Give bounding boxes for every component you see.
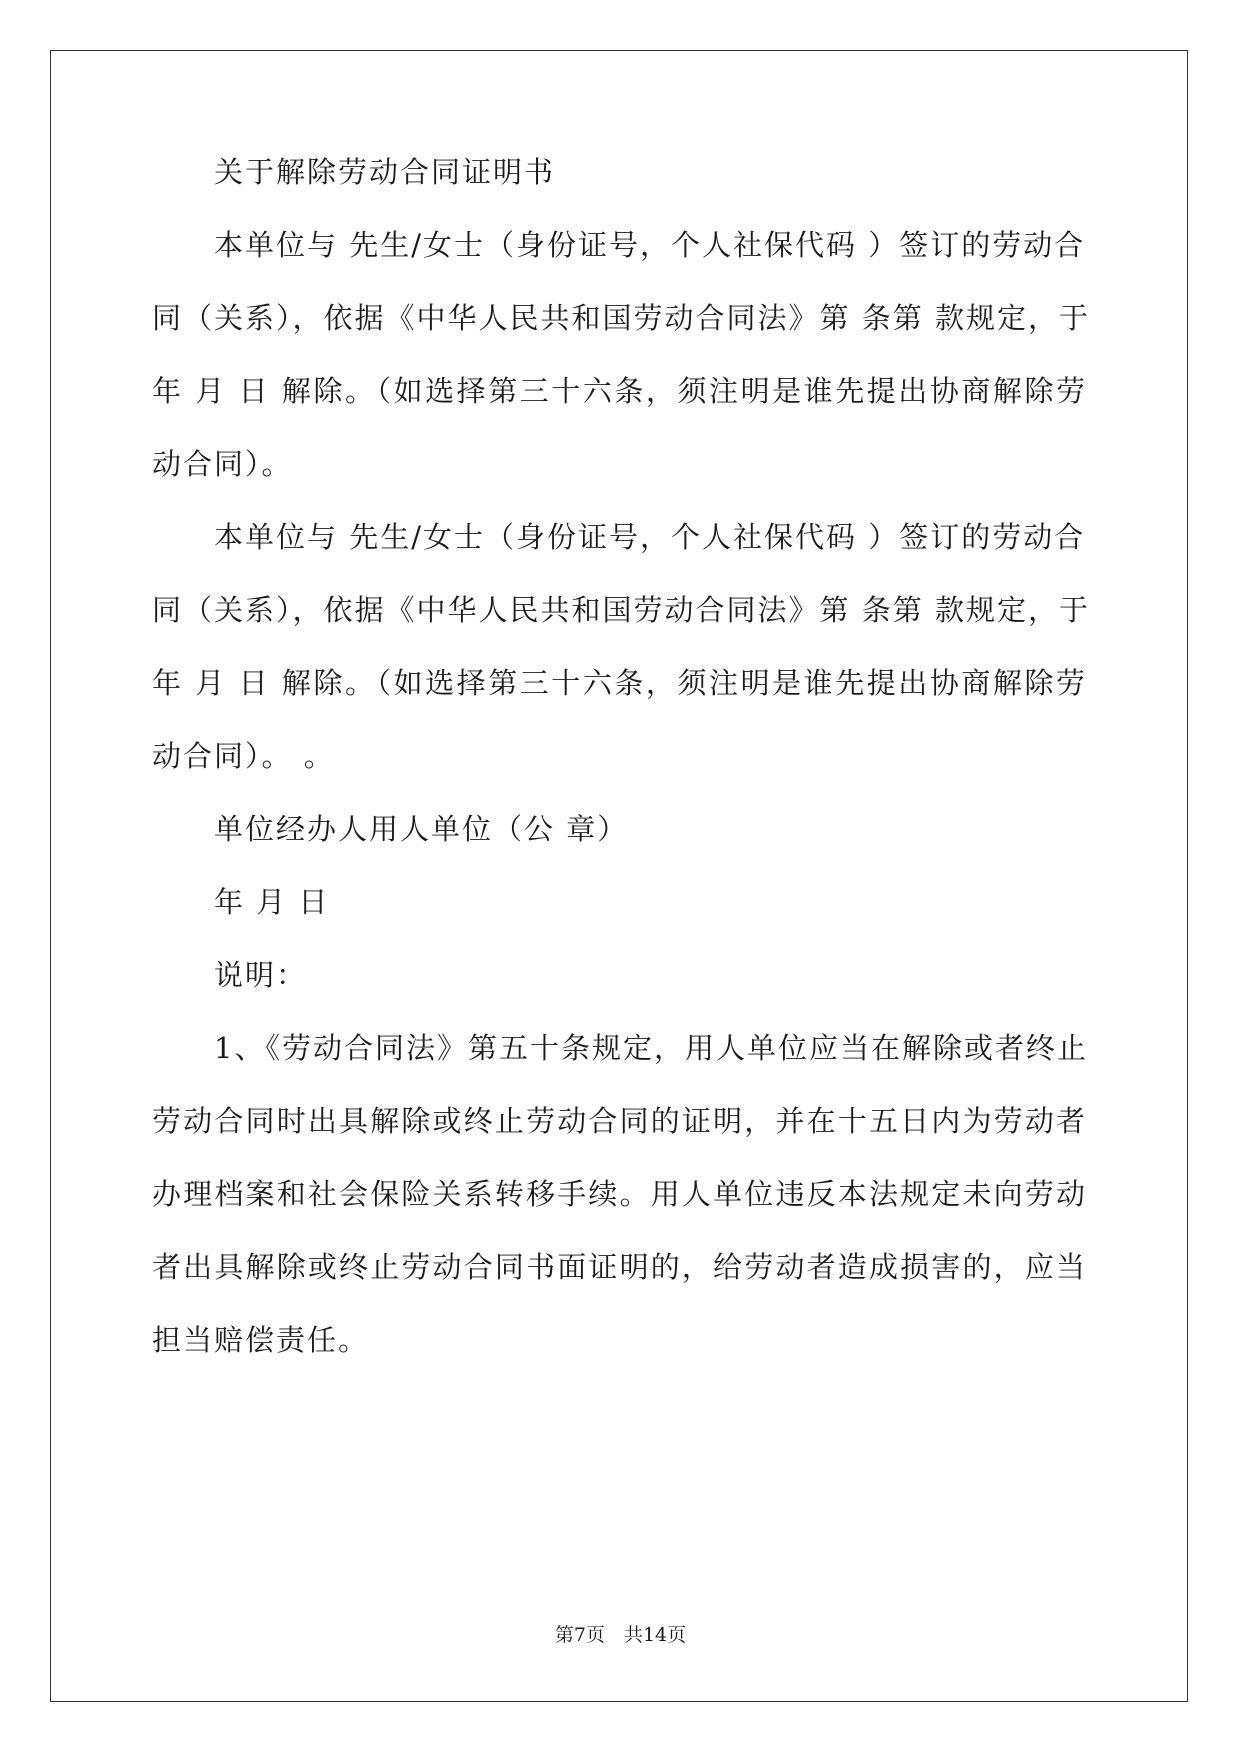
note-1-line-5: 担当赔偿责任。 — [152, 1323, 370, 1357]
document-title: 关于解除劳动合同证明书 — [214, 155, 556, 189]
paragraph-1-line-3: 年 月 日 解除。（如选择第三十六条，须注明是谁先提出协商解除劳 — [152, 374, 1087, 408]
date-line: 年 月 日 — [214, 885, 330, 919]
signature-line: 单位经办人用人单位（公 章） — [214, 812, 629, 846]
note-1-line-2: 劳动合同时出具解除或终止劳动合同的证明，并在十五日内为劳动者 — [152, 1104, 1087, 1138]
paragraph-2-line-3: 年 月 日 解除。（如选择第三十六条，须注明是谁先提出协商解除劳 — [152, 666, 1087, 700]
page-number: 第7页 共14页 — [554, 1624, 687, 1646]
paragraph-1-line-1: 本单位与 先生/女士（身份证号，个人社保代码 ）签订的劳动合 — [214, 228, 1086, 262]
paragraph-2-line-4: 动合同）。 。 — [152, 739, 335, 773]
note-1-line-3: 办理档案和社会保险关系转移手续。用人单位违反本法规定未向劳动 — [152, 1177, 1087, 1211]
paragraph-2-line-1: 本单位与 先生/女士（身份证号，个人社保代码 ）签订的劳动合 — [214, 520, 1086, 554]
note-1-line-4: 者出具解除或终止劳动合同书面证明的，给劳动者造成损害的，应当 — [152, 1250, 1087, 1284]
note-heading: 说明： — [214, 958, 308, 992]
note-1-line-1: 1、《劳动合同法》第五十条规定，用人单位应当在解除或者终止 — [214, 1031, 1088, 1065]
paragraph-1-line-4: 动合同）。 — [152, 447, 293, 481]
paragraph-2-line-2: 同（关系），依据《中华人民共和国劳动合同法》第 条第 款规定，于 — [152, 593, 1090, 627]
paragraph-1-line-2: 同（关系），依据《中华人民共和国劳动合同法》第 条第 款规定，于 — [152, 301, 1090, 335]
